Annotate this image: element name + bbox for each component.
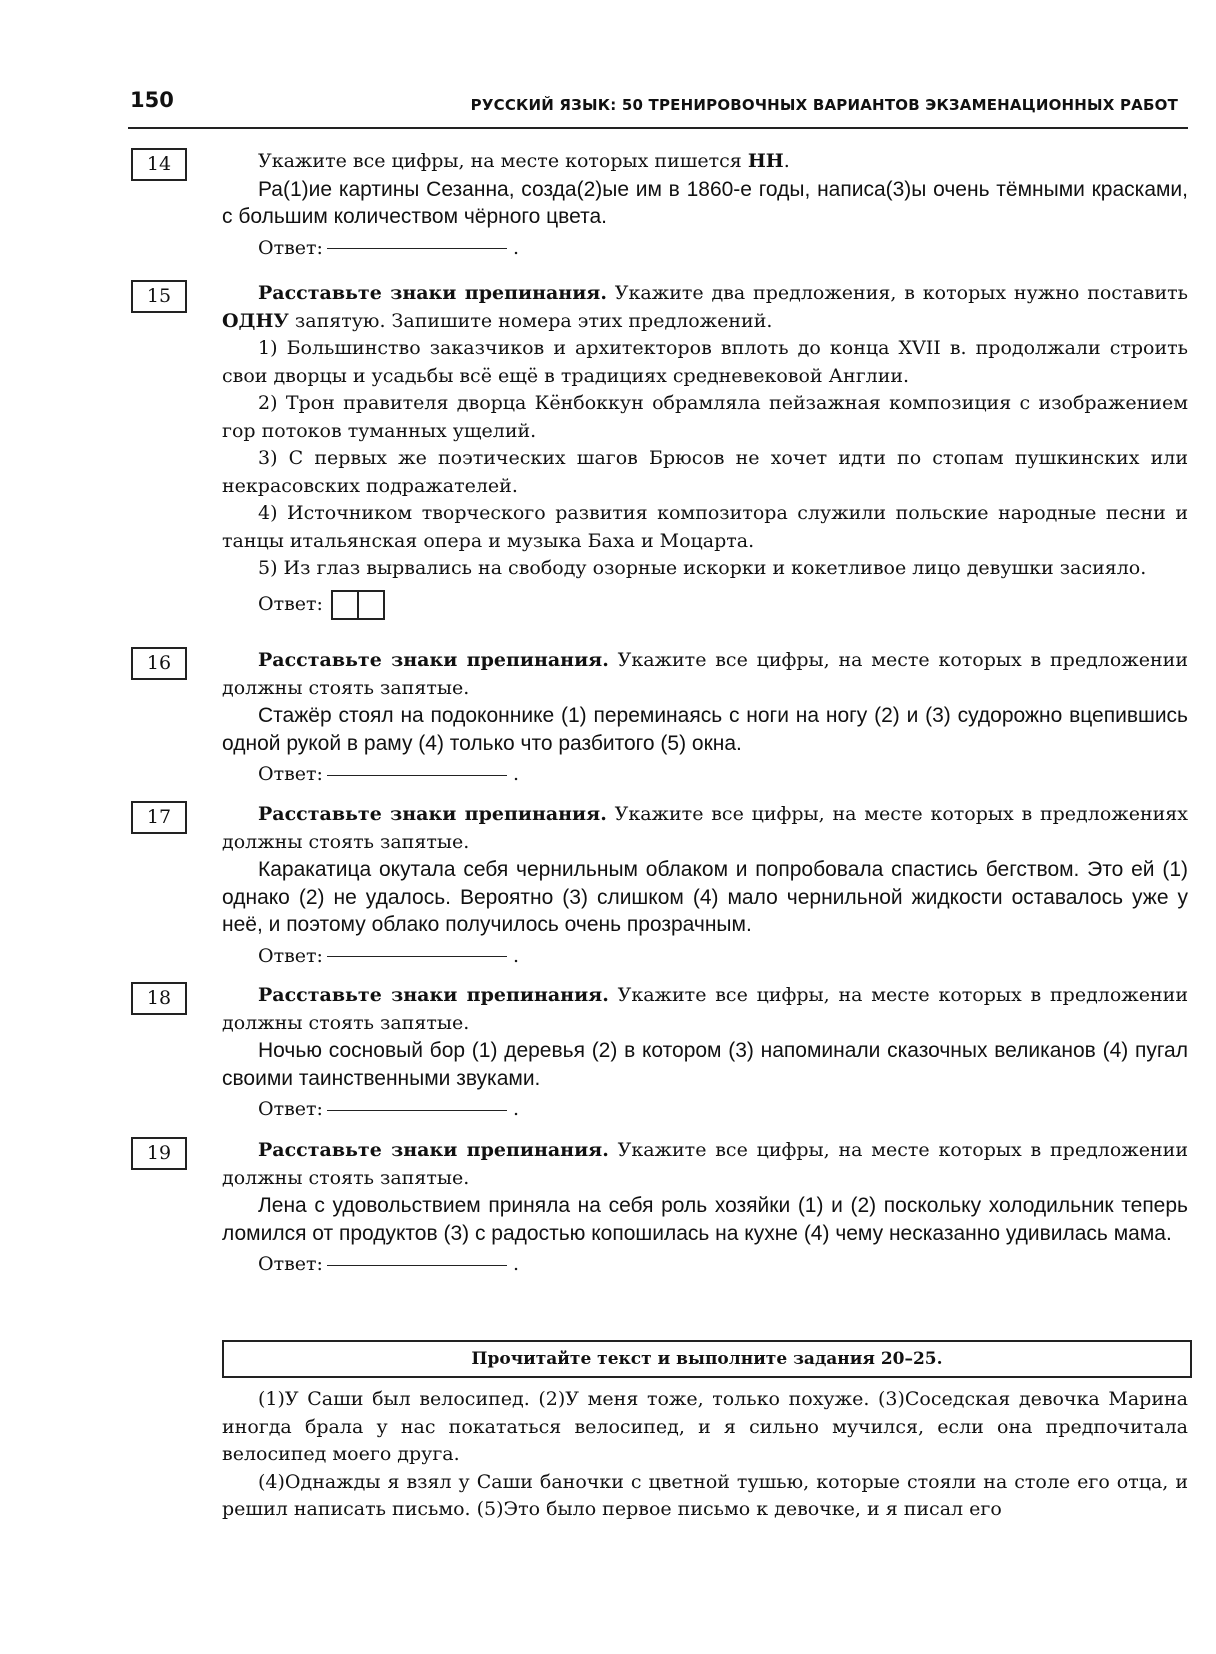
task-instruction: Расставьте знаки препинания. Укажите два предложения, в которых нужно поставить ОДНУ запятую. Запишите номера этих предложений. (222, 282, 1188, 332)
task-number-box: 18 (131, 982, 187, 1015)
task-number-box: 19 (131, 1137, 187, 1170)
task-number-box: 16 (131, 647, 187, 680)
answer-cells (331, 589, 385, 620)
reading-heading-box: Прочитайте текст и выполните задания 20–25. (222, 1340, 1192, 1378)
answer-input-line[interactable] (327, 1110, 507, 1111)
task-instruction: Расставьте знаки препинания. Укажите все цифры, на месте которых в предложении должны стоять запятые. (222, 984, 1188, 1034)
task-body (222, 280, 1188, 620)
task-number-box: 17 (131, 801, 187, 834)
reading-paragraph: (1)У Саши был велосипед. (2)У меня тоже, только похуже. (3)Соседская девочка Марина иногда брала у нас покататься велосипед, и я сильно мучился, если она предпочитала велосипед моего друга. (222, 1388, 1188, 1465)
header-divider (128, 127, 1188, 129)
task-instruction: Укажите все цифры, на месте которых пишется НН. (258, 150, 790, 172)
sentence: 3) С первых же поэтических шагов Брюсов не хочет идти по стопам пушкинских или некрасовских подражателей. (222, 447, 1188, 497)
task-text: Лена с удовольствием приняла на себя роль хозяйки (1) и (2) поскольку холодильник теперь ломился от продуктов (3) с радостью копошилась на кухне (4) чему несказанно удивилась мама. (222, 1194, 1188, 1245)
page-number: 150 (130, 88, 174, 112)
answer-row (258, 589, 1188, 621)
reading-text (222, 1386, 1188, 1524)
task-instruction: Расставьте знаки препинания. Укажите все цифры, на месте которых в предложении должны стоять запятые. (222, 1139, 1188, 1189)
answer-row: Ответ: . (258, 944, 519, 967)
task-text: Ночью сосновый бор (1) деревья (2) в котором (3) напоминали сказочных великанов (4) пугал своими таинственными звуками. (222, 1039, 1188, 1090)
task-body (222, 801, 1188, 971)
answer-input-line[interactable] (327, 775, 507, 776)
task-instruction: Расставьте знаки препинания. Укажите все цифры, на месте которых в предложении должны стоять запятые. (222, 649, 1188, 699)
task-body (222, 647, 1188, 789)
answer-input-line[interactable] (327, 1265, 507, 1266)
task-number-box: 14 (131, 148, 187, 181)
task-text: Стажёр стоял на подоконнике (1) переминаясь с ноги на ногу (2) и (3) судорожно вцепившись одной рукой в раму (4) только что разбитого (5) окна. (222, 704, 1188, 755)
answer-row: Ответ: . (258, 1098, 519, 1120)
answer-input-line[interactable] (327, 956, 507, 957)
answer-row: Ответ: . (258, 1253, 519, 1275)
task-text: Ра(1)ие картины Сезанна, созда(2)ые им в 1860-е годы, написа(3)ы очень тёмными красками, с большим количеством чёрного цвета. (222, 177, 1188, 228)
answer-cell[interactable] (357, 590, 385, 620)
task-number-box: 15 (131, 280, 187, 313)
answer-cell[interactable] (331, 590, 359, 620)
answer-label: Ответ: (258, 763, 323, 785)
answer-label: Ответ: (258, 1253, 323, 1275)
reading-paragraph: (4)Однажды я взял у Саши баночки с цветной тушью, которые стояли на столе его отца, и решил написать письмо. (5)Это было первое письмо к девочке, и я писал его (222, 1470, 1188, 1520)
answer-row: Ответ: . (258, 763, 519, 785)
answer-input-line[interactable] (327, 248, 507, 249)
task-body (222, 148, 1188, 263)
answer-label: Ответ: (258, 1098, 323, 1120)
sentence: 1) Большинство заказчиков и архитекторов вплоть до конца XVII в. продолжали строить свои дворцы и усадьбы всё ещё в традициях средневековой Англии. (222, 337, 1188, 387)
task-body (222, 1137, 1188, 1279)
answer-row: Ответ: . (258, 236, 519, 259)
sentence: 5) Из глаз вырвались на свободу озорные искорки и кокетливое лицо девушки засияло. (258, 557, 1147, 579)
task-body (222, 982, 1188, 1124)
running-header: РУССКИЙ ЯЗЫК: 50 ТРЕНИРОВОЧНЫХ ВАРИАНТОВ ЭКЗАМЕНАЦИОННЫХ РАБОТ (470, 96, 1178, 114)
answer-label: Ответ: (258, 236, 323, 259)
answer-label: Ответ: (258, 592, 323, 615)
answer-label: Ответ: (258, 944, 323, 967)
task-text: Каракатица окутала себя чернильным облаком и попробовала спастись бегством. Это ей (1) однако (2) не удалось. Вероятно (3) слишком (4) мало чернильной жидкости оставалось уже у неё, и поэтому облако получилось очень прозрачным. (222, 858, 1188, 936)
sentence: 4) Источником творческого развития композитора служили польские народные песни и танцы итальянская опера и музыка Баха и Моцарта. (222, 502, 1188, 552)
task-instruction: Расставьте знаки препинания. Укажите все цифры, на месте которых в предложениях должны стоять запятые. (222, 803, 1189, 853)
sentence: 2) Трон правителя дворца Кёнбоккун обрамляла пейзажная композиция с изображением гор потоков туманных ущелий. (222, 392, 1188, 442)
